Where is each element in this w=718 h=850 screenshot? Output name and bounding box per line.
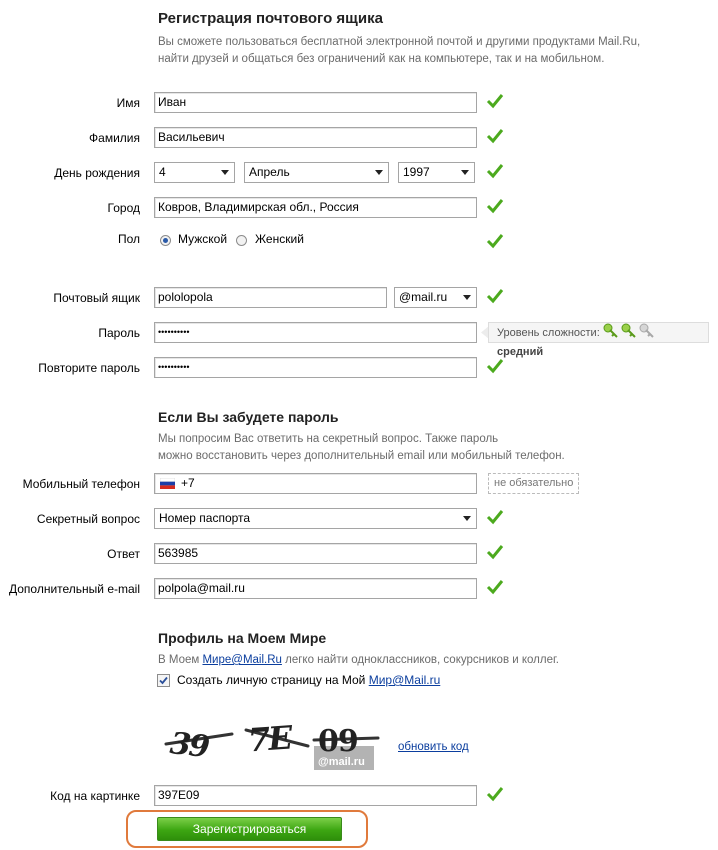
my-world-mail-link[interactable]: Мир@Mail.ru bbox=[368, 673, 441, 687]
secret-question-value: Номер паспорта bbox=[159, 511, 251, 525]
key-icon bbox=[604, 324, 617, 337]
register-button[interactable]: Зарегистрироваться bbox=[157, 817, 342, 841]
page-description-line: Вы сможете пользоваться бесплатной электронной почтой и другими продуктами Mail.Ru, bbox=[158, 36, 641, 48]
extra-email-input[interactable]: polpola@mail.ru bbox=[154, 578, 477, 599]
mailbox-domain-select[interactable] bbox=[394, 287, 477, 308]
mailbox-domain-value: @mail.ru bbox=[399, 290, 448, 304]
birthday-month-select[interactable] bbox=[244, 162, 389, 183]
create-page-label-text: Создать личную страницу на Мой bbox=[177, 673, 369, 687]
birthday-day-value: 4 bbox=[159, 165, 166, 179]
birthday-year-select[interactable] bbox=[398, 162, 475, 183]
russia-flag-icon bbox=[160, 478, 175, 489]
valid-check-icon bbox=[486, 128, 504, 144]
password-strength-label: Уровень сложности: bbox=[497, 327, 600, 339]
valid-check-icon bbox=[486, 163, 504, 179]
key-icon bbox=[622, 324, 635, 337]
key-icon bbox=[640, 324, 653, 337]
answer-input[interactable]: 563985 bbox=[154, 543, 477, 564]
mailbox-label: Почтовый ящик bbox=[53, 291, 140, 305]
mailbox-input[interactable]: pololopola bbox=[154, 287, 387, 308]
phone-label: Мобильный телефон bbox=[22, 477, 140, 491]
valid-check-icon bbox=[486, 93, 504, 109]
last-name-input[interactable]: Васильевич bbox=[154, 127, 477, 148]
birthday-day-select[interactable] bbox=[154, 162, 235, 183]
gender-label: Пол bbox=[117, 232, 140, 246]
captcha-char: 09 bbox=[318, 724, 358, 759]
password-strength-hint bbox=[488, 322, 709, 358]
captcha-char: 7E bbox=[246, 718, 292, 760]
first-name-input[interactable]: Иван bbox=[154, 92, 477, 113]
profile-title: Профиль на Моем Мире bbox=[158, 630, 327, 646]
gender-female-label: Женский bbox=[255, 232, 304, 246]
profile-description bbox=[158, 652, 559, 669]
answer-label: Ответ bbox=[107, 547, 140, 561]
dropdown-arrow-icon bbox=[461, 170, 469, 175]
captcha-input[interactable]: 397E09 bbox=[154, 785, 477, 806]
captcha-label: Код на картинке bbox=[50, 789, 140, 803]
birthday-label: День рождения bbox=[54, 166, 140, 180]
dropdown-arrow-icon bbox=[463, 516, 471, 521]
valid-check-icon bbox=[486, 198, 504, 214]
city-input[interactable]: Ковров, Владимирская обл., Россия bbox=[154, 197, 477, 218]
recovery-description-line: можно восстановить через дополнительный email или мобильный телефон. bbox=[158, 450, 565, 462]
last-name-label: Фамилия bbox=[89, 131, 140, 145]
gender-male-radio[interactable] bbox=[160, 235, 171, 246]
dropdown-arrow-icon bbox=[375, 170, 383, 175]
valid-check-icon bbox=[486, 544, 504, 560]
password-input[interactable]: •••••••••• bbox=[154, 322, 477, 343]
profile-description-prefix: В Моем bbox=[158, 654, 203, 666]
recovery-description-line: Мы попросим Вас ответить на секретный вопрос. Также пароль bbox=[158, 433, 499, 445]
gender-female-radio[interactable] bbox=[236, 235, 247, 246]
city-label: Город bbox=[107, 201, 140, 215]
my-world-link[interactable]: Мире@Mail.Ru bbox=[202, 654, 282, 666]
create-page-checkbox[interactable] bbox=[157, 674, 170, 687]
page-description-line: найти друзей и общаться без ограничений как на компьютере, так и на мобильном. bbox=[158, 53, 605, 65]
birthday-year-value: 1997 bbox=[403, 165, 430, 179]
password-repeat-input[interactable]: •••••••••• bbox=[154, 357, 477, 378]
valid-check-icon bbox=[486, 288, 504, 304]
valid-check-icon bbox=[486, 509, 504, 525]
phone-optional-hint: не обязательно bbox=[488, 473, 579, 494]
gender-male-label: Мужской bbox=[178, 232, 228, 246]
dropdown-arrow-icon bbox=[221, 170, 229, 175]
page-title: Регистрация почтового ящика bbox=[158, 10, 383, 27]
password-label: Пароль bbox=[98, 326, 140, 340]
phone-input[interactable]: +7 bbox=[154, 473, 477, 494]
valid-check-icon bbox=[486, 579, 504, 595]
recovery-title: Если Вы забудете пароль bbox=[158, 409, 339, 425]
birthday-month-value: Апрель bbox=[249, 165, 290, 179]
page-description bbox=[158, 34, 640, 68]
secret-question-select[interactable] bbox=[154, 508, 477, 529]
valid-check-icon bbox=[486, 358, 504, 374]
valid-check-icon bbox=[486, 233, 504, 249]
extra-email-label: Дополнительный e-mail bbox=[8, 582, 140, 596]
valid-check-icon bbox=[486, 786, 504, 802]
captcha-image bbox=[162, 718, 382, 776]
captcha-watermark: @mail.ru bbox=[318, 756, 365, 768]
strength-keys bbox=[603, 323, 657, 339]
profile-description-suffix: легко найти одноклассников, сокурсников и коллег. bbox=[281, 654, 559, 666]
dropdown-arrow-icon bbox=[463, 295, 471, 300]
first-name-label: Имя bbox=[116, 96, 140, 110]
password-strength-level: средний bbox=[497, 346, 544, 358]
password-repeat-label: Повторите пароль bbox=[38, 361, 140, 375]
recovery-description bbox=[158, 431, 565, 465]
create-page-label bbox=[177, 673, 440, 687]
captcha-char: 39 bbox=[168, 726, 210, 765]
refresh-captcha-link[interactable]: обновить код bbox=[398, 741, 469, 753]
secret-question-label: Секретный вопрос bbox=[36, 512, 140, 526]
